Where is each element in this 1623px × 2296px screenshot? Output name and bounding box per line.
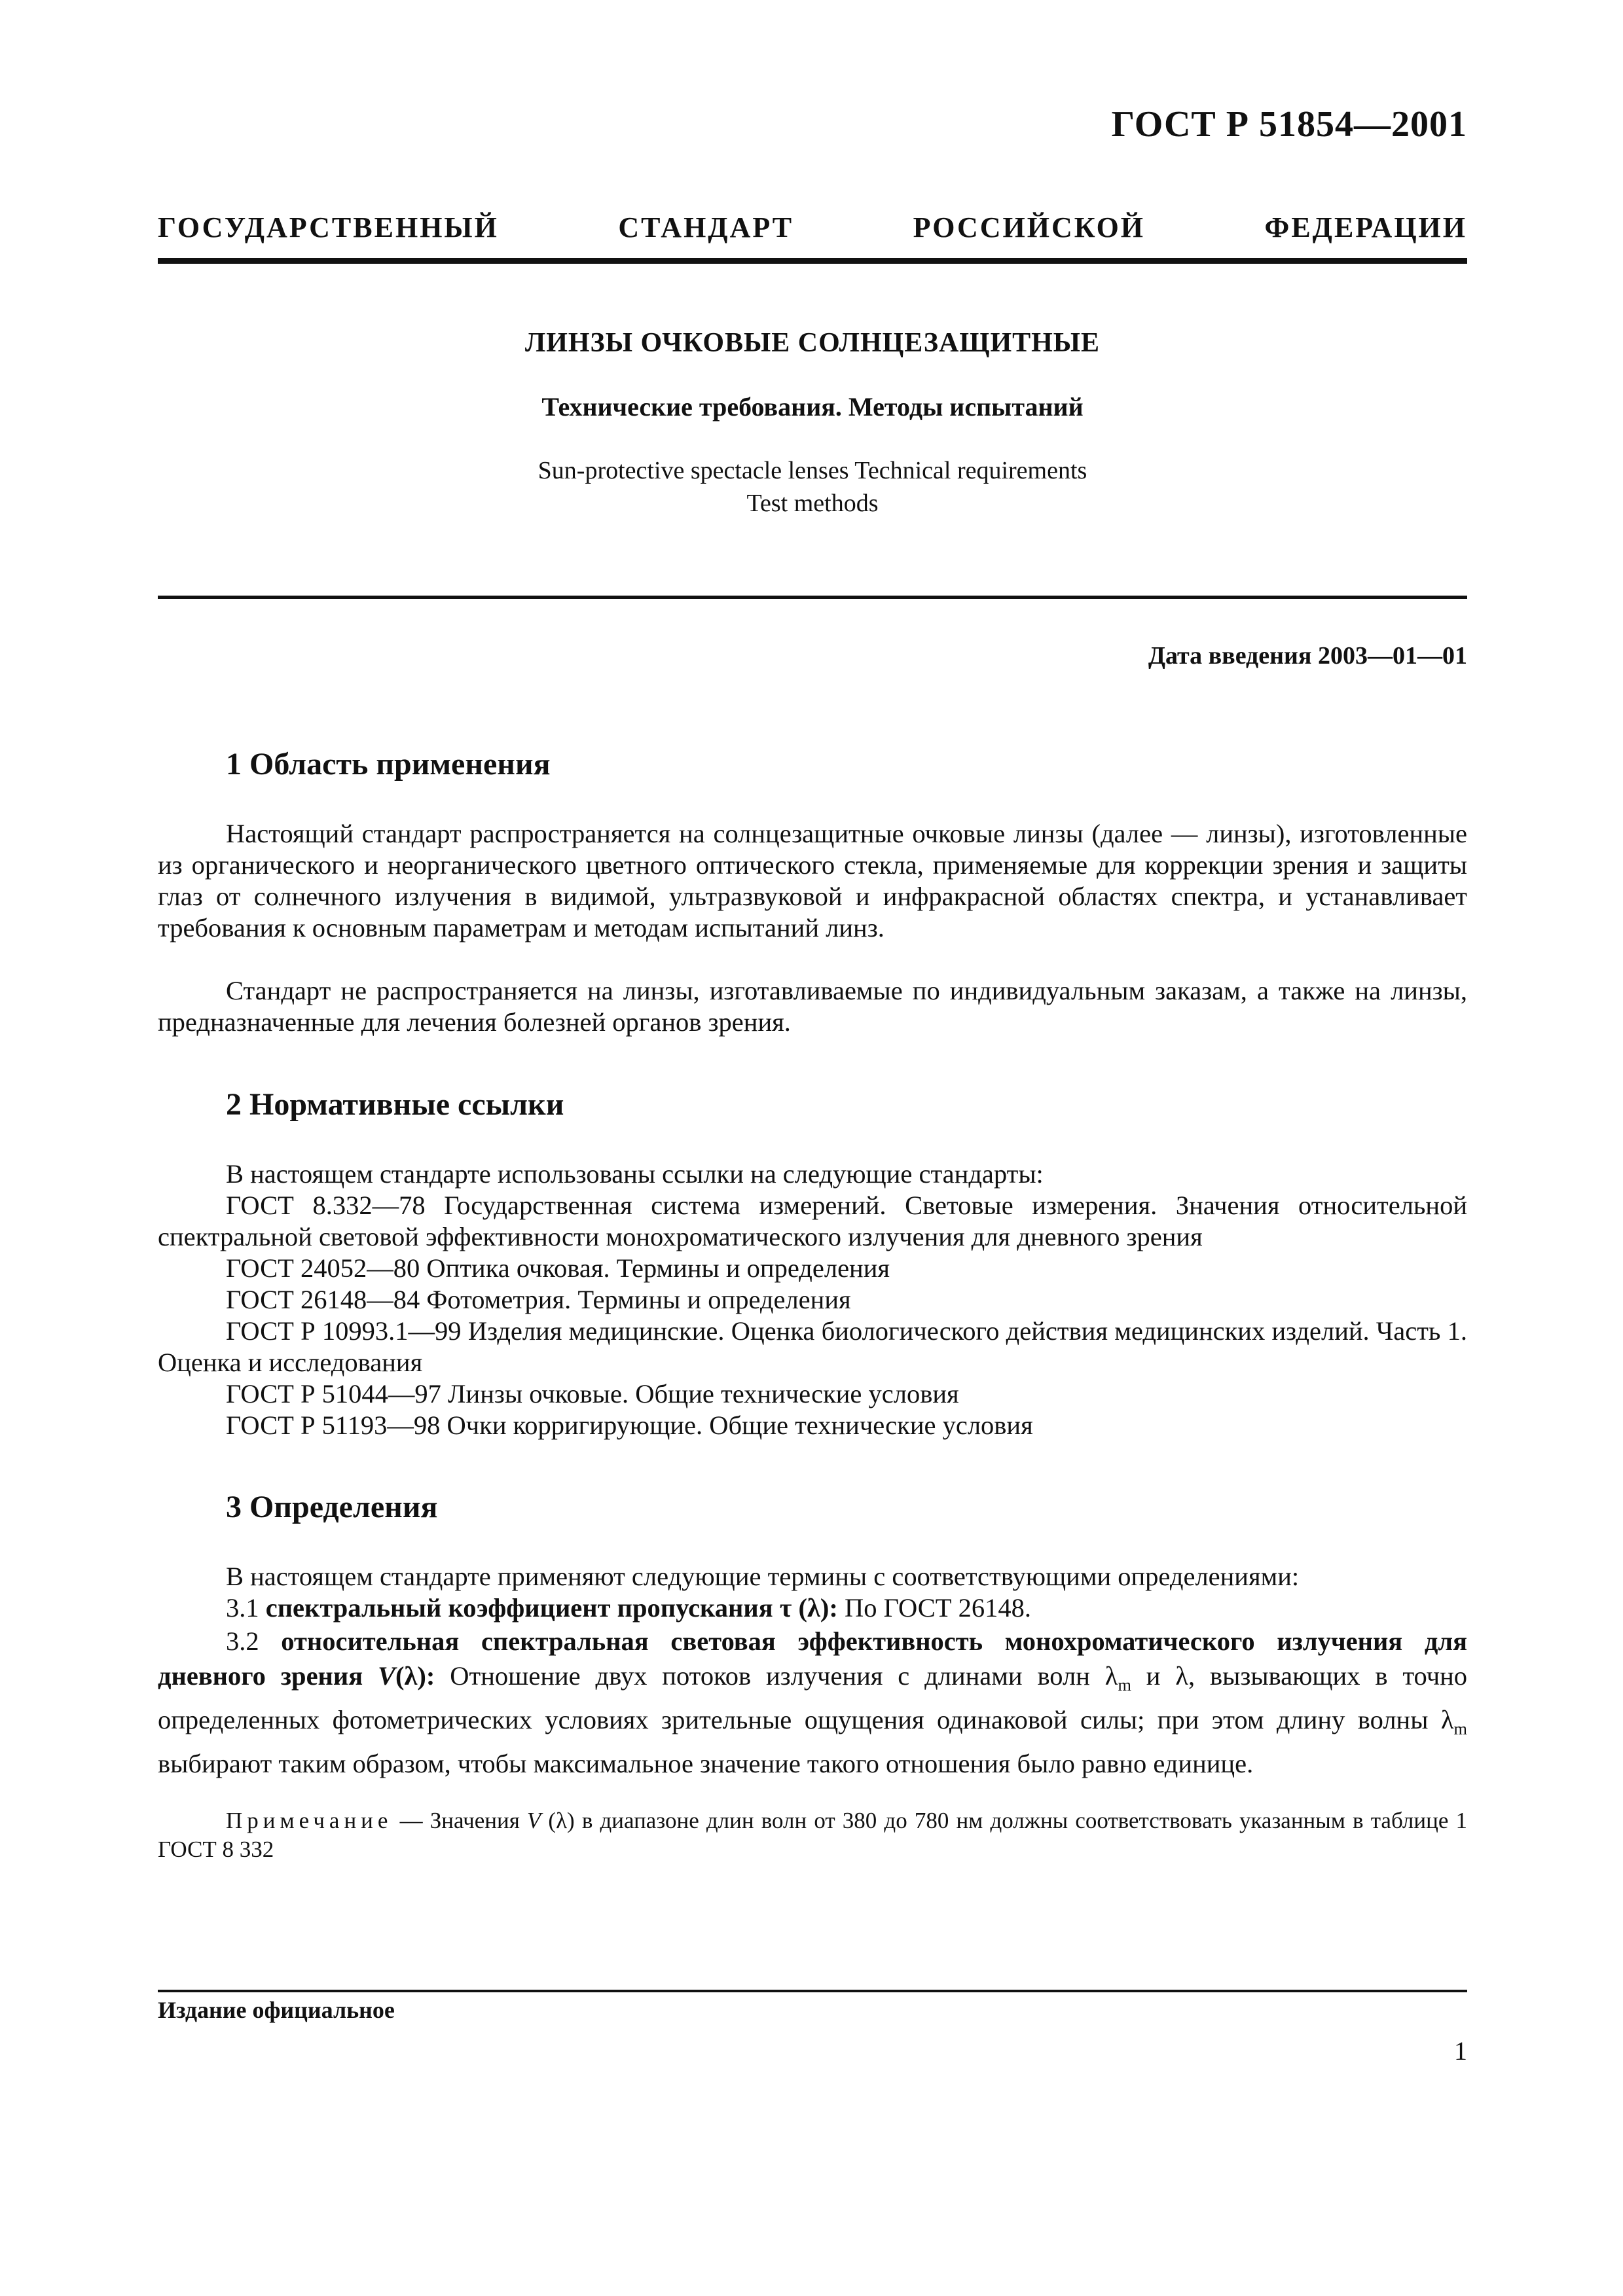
- reference-gost-r-51193: ГОСТ Р 51193—98 Очки корригирующие. Общие технические условия: [226, 1410, 1033, 1440]
- reference-gost-24052: ГОСТ 24052—80 Оптика очковая. Термины и определения: [226, 1253, 890, 1283]
- definition-3-2-number: 3.2: [226, 1626, 259, 1656]
- title-rule: [158, 596, 1467, 599]
- section-1-heading: 1 Область применения: [226, 747, 551, 781]
- section-2-heading: 2 Нормативные ссылки: [226, 1087, 564, 1122]
- definition-3-2-text-b: и λ, вызывающих в точно определенных фотометрических условиях зрительные ощущения одинаковой силы; при этом длину волны λ: [158, 1661, 1468, 1735]
- introduction-date: Дата введения 2003—01—01: [1148, 642, 1467, 670]
- definition-3-2-text-a: Отношение двух потоков излучения с длинами волн λ: [450, 1661, 1118, 1691]
- definition-3-2-term: относительная спектральная световая эффективность монохроматического излучения для дневного зрения: [158, 1626, 1467, 1691]
- lambda-m-subscript: m: [1118, 1676, 1131, 1695]
- document-subtitle: Технические требования. Методы испытаний: [541, 392, 1084, 422]
- section-1-paragraph-2: Стандарт не распространяется на линзы, изготавливаемые по индивидуальным заказам, а также на линзы, предназначенные для лечения болезней органов зрения.: [158, 976, 1467, 1037]
- section-3-heading: 3 Определения: [226, 1490, 438, 1524]
- state-standard-banner: ГОСУДАРСТВЕННЫЙ СТАНДАРТ РОССИЙСКОЙ ФЕДЕРАЦИИ: [158, 211, 1467, 243]
- reference-gost-r-10993: ГОСТ Р 10993.1—99 Изделия медицинские. Оценка биологического действия медицинских изделий. Часть 1. Оценка и исследования: [158, 1316, 1467, 1377]
- definition-3-2: [158, 1624, 1467, 1781]
- note-text: (λ) в диапазоне длин волн от 380 до 780 нм должны соответствовать указанным в таблице 1 ГОСТ 8 332: [158, 1808, 1467, 1862]
- english-title-line-2: Test methods: [746, 490, 879, 517]
- reference-gost-26148: ГОСТ 26148—84 Фотометрия. Термины и определения: [226, 1285, 851, 1314]
- official-edition-label: Издание официальное: [158, 1997, 395, 2023]
- reference-gost-r-51044: ГОСТ Р 51044—97 Линзы очковые. Общие технические условия: [226, 1379, 959, 1408]
- definition-3-2-text-c: выбирают таким образом, чтобы максимальное значение такого отношения было равно единице.: [158, 1749, 1254, 1779]
- document-number: ГОСТ Р 51854—2001: [1111, 104, 1467, 145]
- definition-3-2-symbol: V: [378, 1661, 396, 1691]
- note-symbol: V: [526, 1808, 541, 1833]
- reference-gost-8-332: ГОСТ 8.332—78 Государственная система измерений. Световые измерения. Значения относительной спектральной световой эффективности монохроматического излучения для дневного зрения: [158, 1191, 1467, 1251]
- note-dash: — Значения: [392, 1808, 527, 1833]
- lambda-m-subscript-2: m: [1453, 1719, 1467, 1739]
- note-label: Примечание: [226, 1808, 393, 1833]
- footer-rule: [158, 1990, 1467, 1992]
- definition-3-1-text: По ГОСТ 26148.: [845, 1593, 1032, 1623]
- note: [158, 1806, 1467, 1864]
- definition-3-1-term: спектральный коэффициент пропускания τ (λ):: [265, 1593, 838, 1623]
- document-title: ЛИНЗЫ ОЧКОВЫЕ СОЛНЦЕЗАЩИТНЫЕ: [524, 328, 1101, 358]
- definition-3-2-symbol-tail: (λ):: [395, 1661, 435, 1691]
- section-2-intro: В настоящем стандарте использованы ссылки на следующие стандарты:: [226, 1159, 1044, 1189]
- page-number: 1: [1454, 2036, 1467, 2066]
- header-rule: [158, 258, 1467, 264]
- definition-3-1-number: 3.1: [226, 1593, 259, 1623]
- section-3-intro: В настоящем стандарте применяют следующие термины с соответствующими определениями:: [226, 1562, 1300, 1591]
- english-title-line-1: Sun-protective spectacle lenses Technical requirements: [538, 457, 1087, 484]
- definition-3-1: [158, 1592, 1467, 1624]
- section-1-paragraph-1: Настоящий стандарт распространяется на солнцезащитные очковые линзы (далее — линзы), изготовленные из органического и неорганического цветного оптического стекла, применяемые для коррекции зрения и защиты глаз от солнечного излучения в видимой, ультразвуковой и инфракрасной областях спектра, и устанавливает требования к основным параметрам и методам испытаний линз.: [158, 819, 1467, 942]
- english-title: [158, 454, 1467, 520]
